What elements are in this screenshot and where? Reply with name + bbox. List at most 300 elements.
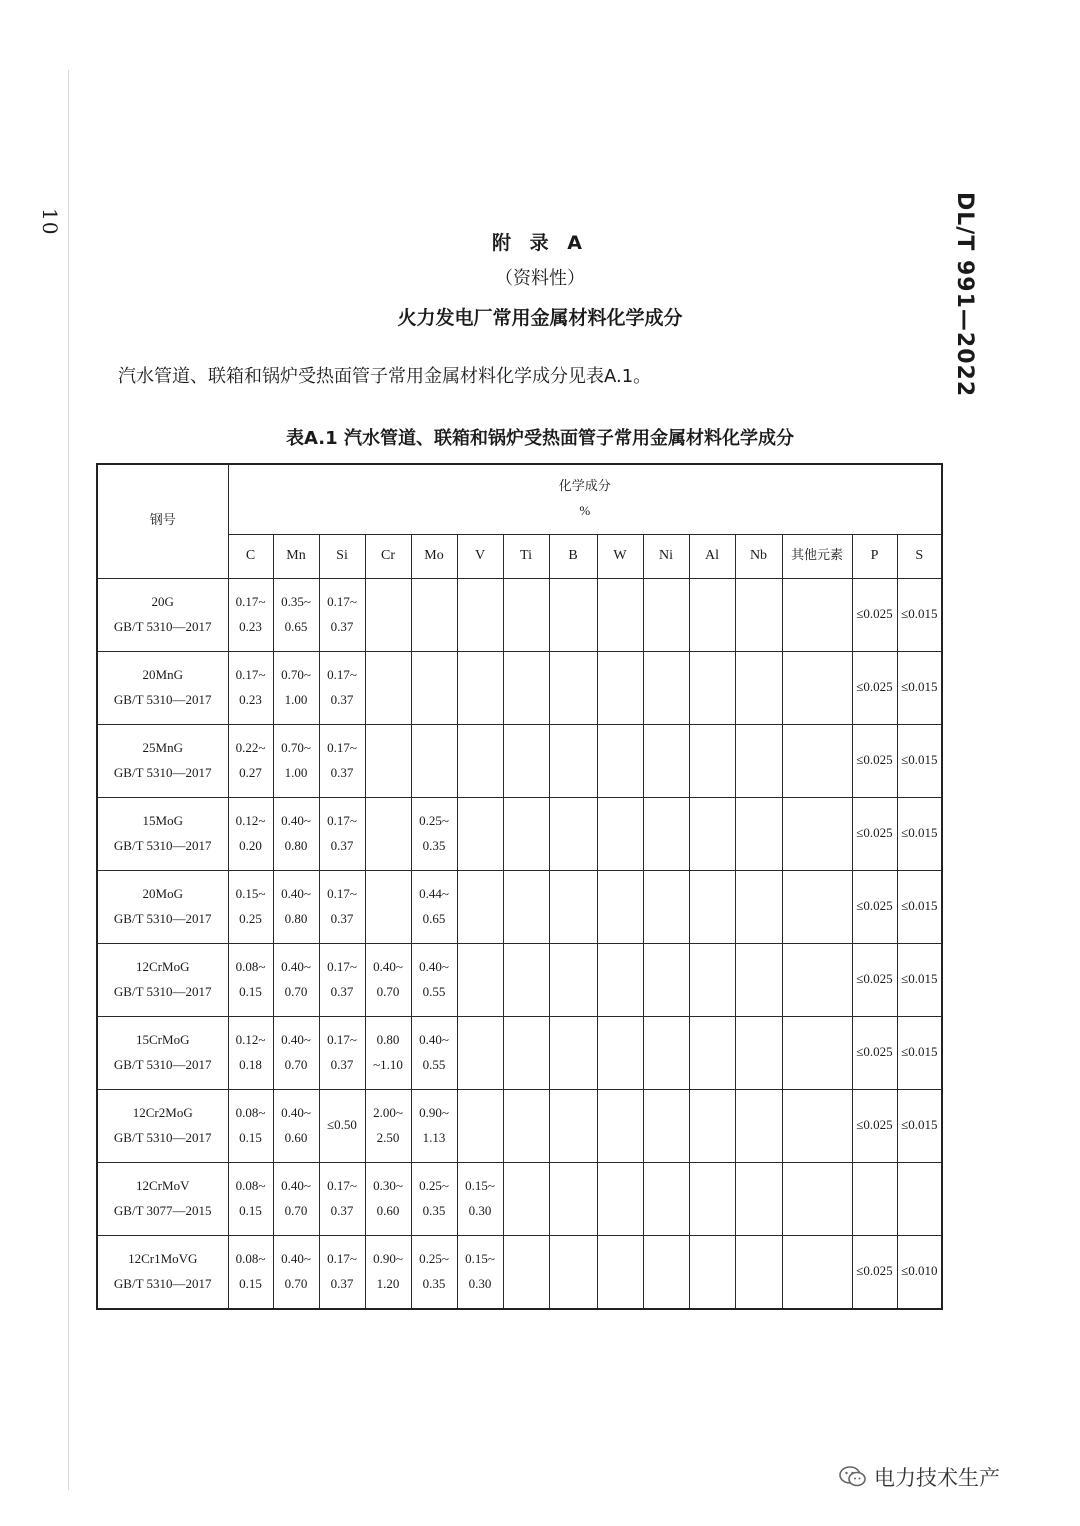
composition-cell <box>228 1162 273 1235</box>
composition-cell <box>549 724 597 797</box>
composition-cell <box>365 797 411 870</box>
composition-cell <box>503 1162 549 1235</box>
composition-value: 0.70~ <box>281 666 311 682</box>
composition-cell <box>689 1016 735 1089</box>
composition-cell <box>411 870 457 943</box>
composition-cell <box>411 1162 457 1235</box>
standard-code: DL/T 991—2022 <box>952 192 977 398</box>
composition-cell <box>597 943 643 1016</box>
steel-grade-cell <box>97 1235 228 1309</box>
composition-value: 0.40~ <box>281 1177 311 1193</box>
composition-value: ≤0.025 <box>856 606 893 622</box>
composition-value: ≤0.015 <box>901 898 938 914</box>
composition-cell <box>597 1235 643 1309</box>
composition-table <box>96 463 943 1310</box>
composition-cell <box>503 870 549 943</box>
element-header-6: Ti <box>503 534 549 578</box>
composition-cell <box>273 943 319 1016</box>
appendix-title: 附 录 A <box>492 232 588 254</box>
composition-value: 1.00 <box>284 764 308 780</box>
watermark <box>838 1462 1000 1492</box>
composition-cell <box>319 651 365 724</box>
composition-cell <box>365 651 411 724</box>
composition-cell <box>897 1089 942 1162</box>
composition-value: 0.17~ <box>327 1177 357 1193</box>
steel-standard: GB/T 5310—2017 <box>113 1129 212 1145</box>
composition-cell <box>549 943 597 1016</box>
composition-value: 0.12~ <box>235 812 266 828</box>
composition-cell <box>782 578 852 651</box>
composition-cell <box>689 870 735 943</box>
composition-cell <box>457 578 503 651</box>
composition-cell <box>273 797 319 870</box>
composition-value: 0.17~ <box>235 666 266 682</box>
composition-value: ≤0.025 <box>856 679 893 695</box>
composition-value: 0.15 <box>239 1202 262 1218</box>
composition-value: ≤0.015 <box>901 1044 938 1060</box>
composition-value: ≤0.025 <box>856 1044 893 1060</box>
steel-grade-cell <box>97 943 228 1016</box>
steel-standard: GB/T 5310—2017 <box>113 618 212 634</box>
composition-value: 0.12~ <box>235 1031 266 1047</box>
composition-cell <box>852 1162 897 1235</box>
composition-cell <box>503 651 549 724</box>
composition-cell <box>897 578 942 651</box>
composition-value: 0.25~ <box>419 1177 449 1193</box>
composition-value: 0.17~ <box>327 958 357 974</box>
composition-value: ~1.10 <box>373 1056 403 1072</box>
composition-cell <box>782 797 852 870</box>
composition-cell <box>273 1016 319 1089</box>
composition-cell <box>897 797 942 870</box>
composition-value: 0.55 <box>422 983 446 999</box>
composition-value: 0.25~ <box>419 812 449 828</box>
element-header-13: P <box>852 534 897 578</box>
steel-grade: 15MoG <box>142 812 183 828</box>
composition-value: 0.15 <box>239 1129 262 1145</box>
element-header-12: 其他元素 <box>782 534 852 578</box>
composition-cell <box>782 943 852 1016</box>
composition-value: 0.15 <box>239 1275 262 1291</box>
composition-cell <box>643 1235 689 1309</box>
composition-value: 0.80 <box>284 837 308 853</box>
composition-value: 0.37 <box>330 1202 354 1218</box>
composition-value: 0.17~ <box>327 1250 357 1266</box>
element-header-14: S <box>897 534 942 578</box>
steel-grade: 20MnG <box>142 666 183 682</box>
composition-cell <box>457 797 503 870</box>
composition-cell <box>228 943 273 1016</box>
steel-standard: GB/T 5310—2017 <box>113 764 212 780</box>
composition-cell <box>457 1162 503 1235</box>
composition-value: 0.18 <box>239 1056 262 1072</box>
steel-grade: 25MnG <box>142 739 183 755</box>
steel-standard: GB/T 5310—2017 <box>113 837 212 853</box>
composition-cell <box>897 1235 942 1309</box>
composition-cell <box>689 1235 735 1309</box>
composition-cell <box>503 578 549 651</box>
composition-cell <box>228 1089 273 1162</box>
composition-value: 0.70 <box>284 1202 308 1218</box>
composition-cell <box>735 1235 782 1309</box>
steel-grade: 12Cr1MoVG <box>128 1250 198 1266</box>
composition-value: ≤0.015 <box>901 606 938 622</box>
composition-value: 0.40~ <box>281 812 311 828</box>
element-header-8: W <box>597 534 643 578</box>
composition-value: 0.40~ <box>373 958 403 974</box>
composition-cell <box>735 1089 782 1162</box>
composition-cell <box>782 870 852 943</box>
composition-value: 0.70~ <box>281 739 311 755</box>
composition-value: ≤0.025 <box>856 825 893 841</box>
composition-cell <box>897 943 942 1016</box>
steel-standard: GB/T 5310—2017 <box>113 691 212 707</box>
composition-cell <box>273 651 319 724</box>
composition-cell <box>411 1089 457 1162</box>
composition-value: 0.65 <box>284 618 308 634</box>
composition-cell <box>897 724 942 797</box>
steel-grade-cell <box>97 797 228 870</box>
element-header-1: Mn <box>273 534 319 578</box>
steel-grade-cell <box>97 651 228 724</box>
composition-value: 0.37 <box>330 618 354 634</box>
composition-value: 0.65 <box>422 910 446 926</box>
composition-cell <box>365 578 411 651</box>
composition-value: ≤0.025 <box>856 1117 893 1133</box>
composition-cell <box>457 724 503 797</box>
composition-cell <box>228 578 273 651</box>
composition-cell <box>689 1089 735 1162</box>
composition-value: 0.17~ <box>327 666 357 682</box>
composition-value: 0.40~ <box>419 1031 449 1047</box>
element-header-4: Mo <box>411 534 457 578</box>
composition-cell <box>457 943 503 1016</box>
composition-cell <box>549 1016 597 1089</box>
table-row <box>97 1016 942 1089</box>
composition-value: 0.80 <box>376 1031 400 1047</box>
composition-cell <box>735 651 782 724</box>
composition-cell <box>365 870 411 943</box>
composition-value: 0.40~ <box>281 1250 311 1266</box>
composition-value: 0.40~ <box>281 1031 311 1047</box>
element-header-7: B <box>549 534 597 578</box>
composition-value: 0.17~ <box>327 593 357 609</box>
steel-grade: 20G <box>151 593 174 609</box>
composition-cell <box>689 578 735 651</box>
composition-cell <box>411 797 457 870</box>
composition-cell <box>319 578 365 651</box>
composition-cell <box>735 1016 782 1089</box>
composition-cell <box>735 578 782 651</box>
steel-grade-cell <box>97 578 228 651</box>
composition-value: 1.00 <box>284 691 308 707</box>
composition-value: 0.08~ <box>235 1250 266 1266</box>
composition-cell <box>897 651 942 724</box>
composition-value: 0.17~ <box>327 1031 357 1047</box>
composition-cell <box>597 1016 643 1089</box>
composition-cell <box>365 1016 411 1089</box>
composition-cell <box>643 578 689 651</box>
composition-cell <box>643 651 689 724</box>
appendix-name: 火力发电厂常用金属材料化学成分 <box>397 307 683 329</box>
composition-value: 0.17~ <box>327 739 357 755</box>
composition-cell <box>228 797 273 870</box>
composition-cell <box>319 870 365 943</box>
composition-unit: % <box>579 503 591 519</box>
composition-cell <box>319 1089 365 1162</box>
composition-cell <box>897 1016 942 1089</box>
composition-value: 0.80 <box>284 910 308 926</box>
composition-value: 0.40~ <box>281 1104 311 1120</box>
composition-value: 0.37 <box>330 910 354 926</box>
composition-cell <box>852 1016 897 1089</box>
composition-cell <box>503 943 549 1016</box>
composition-value: 0.90~ <box>373 1250 403 1266</box>
composition-cell <box>643 724 689 797</box>
composition-cell <box>319 1235 365 1309</box>
composition-value: ≤0.015 <box>901 679 938 695</box>
composition-value: 0.37 <box>330 837 354 853</box>
composition-value: 0.30~ <box>373 1177 403 1193</box>
composition-cell <box>228 651 273 724</box>
element-header-11: Nb <box>735 534 782 578</box>
steel-grade: 20MoG <box>142 885 183 901</box>
composition-cell <box>782 1235 852 1309</box>
composition-cell <box>365 724 411 797</box>
steel-standard: GB/T 5310—2017 <box>113 983 212 999</box>
element-header-10: Al <box>689 534 735 578</box>
composition-cell <box>273 870 319 943</box>
table-row <box>97 578 942 651</box>
composition-cell <box>852 943 897 1016</box>
composition-value: 0.90~ <box>419 1104 449 1120</box>
composition-cell <box>457 1016 503 1089</box>
composition-cell <box>503 1235 549 1309</box>
composition-cell <box>735 797 782 870</box>
composition-value: 0.15~ <box>465 1177 495 1193</box>
steel-standard: GB/T 3077—2015 <box>113 1202 212 1218</box>
composition-cell <box>597 1162 643 1235</box>
composition-cell <box>597 578 643 651</box>
steel-grade: 12CrMoV <box>136 1177 190 1193</box>
composition-value: 0.20 <box>239 837 262 853</box>
steel-grade: 15CrMoG <box>136 1031 190 1047</box>
composition-cell <box>597 651 643 724</box>
table-row <box>97 1089 942 1162</box>
steel-grade-header: 钢号 <box>97 464 228 578</box>
composition-cell <box>549 797 597 870</box>
composition-cell <box>689 724 735 797</box>
composition-cell <box>549 1162 597 1235</box>
composition-value: 0.17~ <box>327 885 357 901</box>
composition-value: 1.20 <box>376 1275 400 1291</box>
table-row <box>97 1235 942 1309</box>
composition-value: 0.40~ <box>281 958 311 974</box>
composition-value: 0.15~ <box>235 885 266 901</box>
composition-cell <box>319 797 365 870</box>
composition-cell <box>273 1089 319 1162</box>
composition-cell <box>643 1016 689 1089</box>
composition-cell <box>411 724 457 797</box>
composition-cell <box>457 1235 503 1309</box>
composition-cell <box>735 943 782 1016</box>
table-row <box>97 1162 942 1235</box>
composition-value: 0.15~ <box>465 1250 495 1266</box>
composition-cell <box>549 1089 597 1162</box>
composition-cell <box>228 870 273 943</box>
composition-value: 0.70 <box>284 1056 308 1072</box>
composition-cell <box>782 1089 852 1162</box>
composition-cell <box>782 1162 852 1235</box>
composition-cell <box>457 651 503 724</box>
element-header-9: Ni <box>643 534 689 578</box>
composition-cell <box>689 797 735 870</box>
composition-cell <box>689 651 735 724</box>
composition-cell <box>273 1162 319 1235</box>
composition-cell <box>319 724 365 797</box>
composition-value: 0.70 <box>284 983 308 999</box>
composition-value: 0.37 <box>330 983 354 999</box>
composition-cell <box>549 651 597 724</box>
composition-value: ≤0.015 <box>901 971 938 987</box>
composition-cell <box>503 1089 549 1162</box>
composition-cell <box>852 797 897 870</box>
composition-value: 0.37 <box>330 1275 354 1291</box>
composition-cell <box>735 724 782 797</box>
composition-header <box>228 464 942 534</box>
composition-value: ≤0.010 <box>901 1263 938 1279</box>
composition-cell <box>549 1235 597 1309</box>
composition-cell <box>852 870 897 943</box>
composition-cell <box>549 578 597 651</box>
composition-cell <box>643 943 689 1016</box>
composition-cell <box>365 1162 411 1235</box>
composition-value: 0.40~ <box>419 958 449 974</box>
composition-value: 0.23 <box>239 691 262 707</box>
composition-value: ≤0.015 <box>901 1117 938 1133</box>
composition-value: 2.50 <box>376 1129 400 1145</box>
composition-cell <box>643 1162 689 1235</box>
composition-cell <box>319 1016 365 1089</box>
composition-cell <box>319 943 365 1016</box>
composition-cell <box>852 578 897 651</box>
composition-cell <box>411 578 457 651</box>
composition-cell <box>782 1016 852 1089</box>
composition-cell <box>411 1016 457 1089</box>
composition-value: 0.25 <box>239 910 262 926</box>
element-header-2: Si <box>319 534 365 578</box>
composition-value: 0.70 <box>284 1275 308 1291</box>
composition-value: ≤0.025 <box>856 752 893 768</box>
composition-value: ≤0.015 <box>901 752 938 768</box>
steel-grade-cell <box>97 1089 228 1162</box>
composition-value: ≤0.025 <box>856 971 893 987</box>
composition-value: 0.35 <box>422 1202 446 1218</box>
composition-cell <box>782 724 852 797</box>
composition-value: 0.37 <box>330 764 354 780</box>
composition-value: 0.30 <box>468 1202 492 1218</box>
composition-cell <box>273 724 319 797</box>
composition-cell <box>689 943 735 1016</box>
steel-grade-cell <box>97 1162 228 1235</box>
composition-value: 0.25~ <box>419 1250 449 1266</box>
composition-value: 1.13 <box>422 1129 446 1145</box>
composition-value: 0.35 <box>422 1275 446 1291</box>
composition-value: 0.60 <box>376 1202 400 1218</box>
composition-cell <box>852 1235 897 1309</box>
appendix-type: （资料性） <box>495 268 585 289</box>
table-row <box>97 724 942 797</box>
composition-value: 0.70 <box>376 983 400 999</box>
composition-value: 0.15 <box>239 983 262 999</box>
composition-cell <box>643 870 689 943</box>
composition-cell <box>735 870 782 943</box>
composition-cell <box>897 1162 942 1235</box>
composition-cell <box>597 1089 643 1162</box>
composition-cell <box>228 1016 273 1089</box>
steel-grade-cell <box>97 1016 228 1089</box>
table-row <box>97 943 942 1016</box>
composition-cell <box>457 1089 503 1162</box>
steel-grade: 12Cr2MoG <box>132 1104 193 1120</box>
table-caption: 表A.1 汽水管道、联箱和锅炉受热面管子常用金属材料化学成分 <box>286 428 794 449</box>
element-header-0: C <box>228 534 273 578</box>
composition-cell <box>228 724 273 797</box>
composition-cell <box>782 651 852 724</box>
composition-value: 0.30 <box>468 1275 492 1291</box>
table-row <box>97 870 942 943</box>
composition-cell <box>852 651 897 724</box>
composition-value: 0.37 <box>330 1056 354 1072</box>
composition-cell <box>503 1016 549 1089</box>
composition-value: 2.00~ <box>373 1104 403 1120</box>
composition-cell <box>365 1089 411 1162</box>
table-row <box>97 797 942 870</box>
composition-cell <box>319 1162 365 1235</box>
element-header-3: Cr <box>365 534 411 578</box>
composition-value: 0.17~ <box>235 593 266 609</box>
composition-cell <box>597 870 643 943</box>
composition-value: 0.35~ <box>281 593 311 609</box>
composition-value: 0.55 <box>422 1056 446 1072</box>
composition-cell <box>273 1235 319 1309</box>
composition-cell <box>597 797 643 870</box>
watermark-text: 电力技术生产 <box>874 1466 1000 1490</box>
composition-cell <box>597 724 643 797</box>
composition-value: 0.08~ <box>235 1104 266 1120</box>
steel-standard: GB/T 5310—2017 <box>113 1056 212 1072</box>
steel-grade: 12CrMoG <box>136 958 190 974</box>
composition-value: 0.22~ <box>235 739 266 755</box>
composition-cell <box>643 797 689 870</box>
page-number: 10 <box>38 208 62 236</box>
composition-value: 0.35 <box>422 837 446 853</box>
composition-cell <box>689 1162 735 1235</box>
steel-grade-cell <box>97 724 228 797</box>
steel-grade-cell <box>97 870 228 943</box>
composition-value: 0.23 <box>239 618 262 634</box>
composition-cell <box>365 943 411 1016</box>
composition-cell <box>228 1235 273 1309</box>
composition-cell <box>411 651 457 724</box>
element-header-5: V <box>457 534 503 578</box>
composition-value: 0.60 <box>284 1129 308 1145</box>
composition-cell <box>503 724 549 797</box>
composition-cell <box>852 1089 897 1162</box>
composition-value: ≤0.025 <box>856 898 893 914</box>
composition-cell <box>549 870 597 943</box>
composition-cell <box>273 578 319 651</box>
